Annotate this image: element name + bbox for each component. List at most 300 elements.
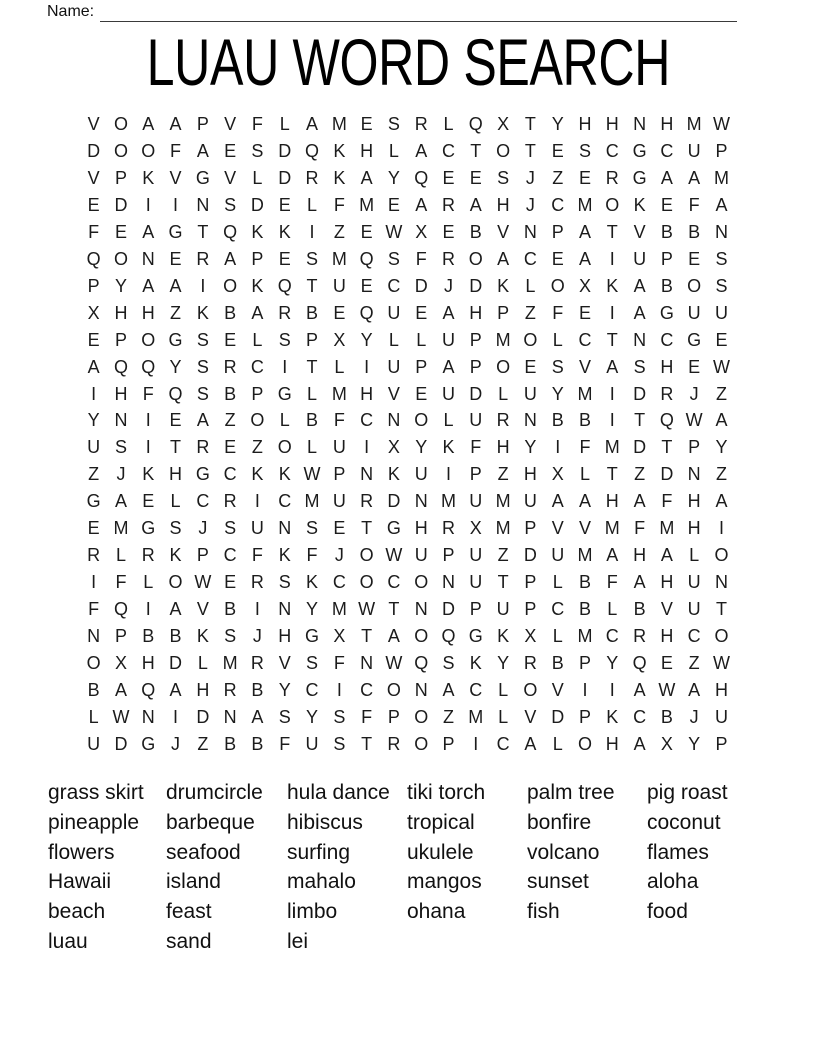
- grid-letter: X: [415, 221, 428, 242]
- grid-letter: A: [633, 491, 646, 512]
- grid-letter: U: [714, 302, 728, 323]
- grid-letter: X: [333, 626, 346, 647]
- grid-letter: S: [224, 518, 237, 539]
- grid-letter: S: [633, 356, 646, 377]
- grid-letter: A: [142, 113, 155, 134]
- grid-letter: A: [306, 113, 319, 134]
- grid-row: [80, 596, 736, 623]
- grid-letter: H: [605, 113, 619, 134]
- grid-letter: I: [555, 437, 561, 458]
- grid-letter: A: [633, 302, 646, 323]
- grid-letter: I: [254, 599, 260, 620]
- grid-letter: L: [552, 626, 563, 647]
- grid-letter: Z: [715, 383, 727, 404]
- grid-letter: C: [223, 545, 237, 566]
- grid-letter: E: [688, 356, 701, 377]
- grid-letter: M: [659, 518, 675, 539]
- grid-letter: Q: [141, 356, 156, 377]
- grid-letter: C: [469, 679, 483, 700]
- grid-letter: S: [278, 572, 291, 593]
- grid-letter: K: [278, 221, 291, 242]
- grid-letter: G: [386, 518, 401, 539]
- grid-letter: U: [714, 706, 728, 727]
- grid-row: [80, 704, 736, 731]
- grid-row: [80, 300, 736, 327]
- grid-letter: Z: [197, 733, 209, 754]
- grid-letter: R: [223, 679, 237, 700]
- grid-letter: M: [331, 599, 347, 620]
- grid-letter: Q: [441, 626, 456, 647]
- grid-letter: B: [551, 653, 564, 674]
- grid-letter: R: [605, 167, 619, 188]
- grid-letter: K: [251, 464, 264, 485]
- grid-letter: Y: [87, 410, 100, 431]
- grid-letter: N: [360, 653, 374, 674]
- word-item: drumcircle: [166, 781, 263, 804]
- grid-letter: B: [306, 410, 319, 431]
- word-item: lei: [287, 929, 309, 953]
- grid-letter: H: [141, 653, 155, 674]
- grid-letter: O: [414, 706, 429, 727]
- grid-row: [80, 623, 736, 650]
- grid-letter: E: [660, 194, 673, 215]
- grid-letter: O: [496, 140, 511, 161]
- grid-letter: D: [442, 599, 455, 620]
- grid-letter: T: [388, 599, 400, 620]
- grid-letter: F: [688, 194, 700, 215]
- word-item: island: [166, 870, 221, 894]
- grid-letter: R: [442, 248, 455, 269]
- grid-letter: P: [251, 383, 264, 404]
- grid-letter: P: [551, 221, 564, 242]
- grid-letter: E: [333, 302, 346, 323]
- grid-letter: G: [659, 302, 674, 323]
- grid-letter: F: [88, 221, 100, 242]
- grid-letter: A: [633, 275, 646, 296]
- grid-letter: W: [385, 221, 403, 242]
- grid-letter: M: [577, 545, 593, 566]
- grid-letter: L: [552, 733, 563, 754]
- grid-letter: I: [91, 383, 97, 404]
- grid-letter: A: [633, 733, 646, 754]
- grid-letter: T: [606, 464, 618, 485]
- grid-letter: H: [469, 302, 483, 323]
- grid-letter: S: [578, 140, 591, 161]
- grid-letter: M: [113, 518, 129, 539]
- grid-letter: L: [607, 599, 618, 620]
- grid-letter: C: [223, 464, 237, 485]
- word-column: [647, 778, 728, 927]
- grid-letter: R: [196, 437, 210, 458]
- grid-letter: B: [660, 706, 673, 727]
- grid-letter: M: [441, 491, 456, 512]
- grid-letter: O: [523, 679, 538, 700]
- grid-letter: A: [387, 626, 400, 647]
- grid-letter: S: [196, 356, 209, 377]
- grid-letter: R: [223, 491, 237, 512]
- grid-letter: X: [387, 437, 400, 458]
- grid-letter: G: [305, 626, 320, 647]
- grid-letter: O: [414, 626, 429, 647]
- grid-letter: B: [224, 383, 237, 404]
- grid-letter: R: [523, 653, 537, 674]
- grid-letter: L: [689, 545, 700, 566]
- grid-letter: Y: [688, 733, 701, 754]
- grid-letter: Z: [443, 706, 454, 727]
- grid-letter: A: [415, 140, 428, 161]
- grid-letter: H: [496, 437, 510, 458]
- grid-letter: Y: [387, 167, 400, 188]
- grid-letter: Q: [113, 599, 128, 620]
- grid-letter: B: [142, 626, 155, 647]
- grid-letter: S: [196, 383, 209, 404]
- grid-letter: N: [714, 572, 728, 593]
- grid-letter: A: [169, 679, 182, 700]
- grid-letter: K: [469, 653, 482, 674]
- grid-letter: W: [712, 653, 730, 674]
- grid-letter: B: [578, 410, 591, 431]
- grid-letter: H: [578, 113, 592, 134]
- word-item: hula dance: [287, 781, 390, 804]
- grid-letter: H: [660, 113, 674, 134]
- grid-letter: O: [141, 329, 156, 350]
- grid-letter: H: [687, 491, 701, 512]
- word-item: food: [647, 900, 688, 924]
- grid-letter: A: [87, 356, 100, 377]
- grid-letter: P: [524, 572, 537, 593]
- word-column: [166, 778, 263, 957]
- grid-row: [80, 650, 736, 677]
- grid-letter: Y: [169, 356, 182, 377]
- grid-letter: A: [715, 410, 728, 431]
- word-item: tropical: [407, 810, 475, 834]
- grid-letter: H: [660, 572, 674, 593]
- grid-letter: A: [606, 545, 619, 566]
- grid-letter: G: [632, 167, 647, 188]
- grid-letter: P: [114, 626, 127, 647]
- grid-letter: W: [385, 545, 403, 566]
- grid-letter: I: [364, 437, 370, 458]
- grid-letter: Y: [360, 329, 373, 350]
- grid-letter: N: [196, 194, 210, 215]
- grid-letter: O: [468, 248, 483, 269]
- grid-letter: O: [414, 733, 429, 754]
- grid-letter: Q: [141, 679, 156, 700]
- grid-letter: C: [660, 140, 674, 161]
- grid-letter: E: [387, 194, 400, 215]
- grid-letter: F: [415, 248, 427, 269]
- grid-letter: L: [443, 410, 454, 431]
- grid-letter: Q: [359, 302, 374, 323]
- grid-row: [80, 407, 736, 434]
- title-wrap: [0, 25, 816, 99]
- grid-letter: T: [306, 275, 318, 296]
- grid-letter: T: [197, 221, 209, 242]
- grid-letter: H: [660, 356, 674, 377]
- word-item: fish: [527, 900, 560, 924]
- grid-letter: J: [689, 706, 699, 727]
- grid-letter: Z: [524, 302, 536, 323]
- grid-letter: I: [254, 491, 260, 512]
- grid-row: [80, 434, 736, 461]
- grid-letter: A: [660, 545, 673, 566]
- grid-row: [80, 165, 736, 192]
- grid-letter: R: [496, 410, 510, 431]
- grid-letter: P: [196, 545, 209, 566]
- grid-letter: L: [307, 437, 318, 458]
- grid-letter: A: [360, 167, 373, 188]
- grid-letter: C: [387, 572, 401, 593]
- grid-letter: Z: [497, 464, 509, 485]
- grid-letter: Q: [305, 140, 320, 161]
- grid-letter: V: [387, 383, 400, 404]
- grid-letter: S: [387, 248, 400, 269]
- grid-row: [80, 677, 736, 704]
- grid-letter: F: [279, 733, 291, 754]
- word-column: [48, 778, 144, 957]
- grid-letter: P: [387, 706, 400, 727]
- grid-letter: C: [523, 248, 537, 269]
- grid-letter: J: [525, 167, 535, 188]
- grid-letter: I: [173, 194, 179, 215]
- grid-letter: J: [525, 194, 535, 215]
- grid-letter: N: [523, 410, 537, 431]
- grid-letter: I: [91, 572, 97, 593]
- grid-letter: E: [278, 194, 291, 215]
- grid-letter: N: [278, 518, 292, 539]
- grid-letter: A: [169, 275, 182, 296]
- grid-letter: Q: [277, 275, 292, 296]
- grid-letter: V: [660, 599, 673, 620]
- grid-letter: S: [387, 113, 400, 134]
- grid-letter: L: [525, 275, 536, 296]
- grid-letter: M: [331, 248, 347, 269]
- grid-letter: G: [195, 464, 210, 485]
- grid-letter: A: [251, 706, 264, 727]
- grid-letter: I: [718, 518, 724, 539]
- grid-letter: F: [579, 437, 591, 458]
- grid-letter: G: [632, 140, 647, 161]
- grid-letter: S: [333, 706, 346, 727]
- grid-letter: E: [551, 248, 564, 269]
- grid-letter: I: [364, 356, 370, 377]
- word-item: pig roast: [647, 781, 728, 804]
- grid-letter: I: [145, 194, 151, 215]
- grid-letter: H: [360, 383, 374, 404]
- grid-letter: T: [470, 140, 482, 161]
- grid-letter: U: [332, 491, 346, 512]
- grid-letter: B: [578, 599, 591, 620]
- grid-letter: L: [443, 113, 454, 134]
- grid-letter: X: [551, 464, 564, 485]
- grid-letter: C: [578, 329, 592, 350]
- grid-letter: V: [224, 167, 237, 188]
- grid-letter: F: [251, 545, 263, 566]
- grid-letter: F: [333, 194, 345, 215]
- word-item: Hawaii: [48, 870, 112, 894]
- grid-letter: V: [633, 221, 646, 242]
- grid-letter: E: [469, 167, 482, 188]
- grid-letter: B: [469, 221, 482, 242]
- grid-letter: E: [551, 140, 564, 161]
- word-list: [0, 778, 816, 978]
- grid-letter: C: [305, 679, 319, 700]
- grid-letter: C: [442, 140, 455, 161]
- grid-letter: A: [169, 599, 182, 620]
- grid-letter: I: [446, 464, 452, 485]
- grid-letter: Y: [114, 275, 127, 296]
- grid-letter: F: [333, 410, 345, 431]
- grid-letter: I: [282, 356, 288, 377]
- grid-letter: B: [688, 221, 701, 242]
- grid-letter: L: [552, 329, 563, 350]
- grid-letter: B: [660, 221, 673, 242]
- grid-letter: P: [114, 329, 127, 350]
- grid-letter: H: [414, 518, 428, 539]
- grid-letter: K: [633, 194, 646, 215]
- grid-letter: U: [469, 410, 483, 431]
- grid-letter: M: [304, 491, 320, 512]
- page-title: LUAU WORD SEARCH: [146, 25, 670, 99]
- grid-letter: O: [223, 275, 238, 296]
- grid-letter: P: [333, 464, 346, 485]
- grid-letter: Q: [113, 356, 128, 377]
- grid-letter: O: [523, 329, 538, 350]
- grid-letter: S: [196, 329, 209, 350]
- grid-letter: L: [88, 706, 99, 727]
- word-column: [407, 778, 485, 927]
- grid-letter: A: [715, 194, 728, 215]
- grid-letter: H: [360, 140, 374, 161]
- grid-letter: U: [87, 437, 101, 458]
- name-label: Name:: [47, 3, 95, 20]
- grid-row: [80, 569, 736, 596]
- grid-letter: N: [114, 410, 128, 431]
- grid-letter: Y: [306, 599, 319, 620]
- grid-letter: R: [387, 733, 401, 754]
- grid-letter: P: [524, 599, 537, 620]
- grid-letter: H: [687, 518, 701, 539]
- word-item: luau: [48, 929, 88, 953]
- grid-letter: T: [170, 437, 182, 458]
- grid-letter: D: [278, 167, 292, 188]
- grid-letter: M: [468, 706, 484, 727]
- grid-letter: X: [497, 113, 510, 134]
- grid-row: [80, 273, 736, 300]
- grid-letter: M: [495, 518, 511, 539]
- grid-letter: O: [605, 194, 620, 215]
- grid-letter: B: [578, 572, 591, 593]
- grid-letter: H: [605, 491, 619, 512]
- grid-letter: C: [278, 491, 292, 512]
- grid-letter: C: [360, 410, 374, 431]
- grid-letter: A: [442, 679, 455, 700]
- grid-letter: S: [251, 140, 264, 161]
- grid-letter: D: [278, 140, 292, 161]
- grid-letter: D: [169, 653, 183, 674]
- grid-letter: A: [415, 194, 428, 215]
- grid-letter: F: [661, 491, 673, 512]
- grid-letter: A: [606, 356, 619, 377]
- grid-letter: U: [332, 437, 346, 458]
- grid-letter: M: [577, 626, 593, 647]
- grid-letter: N: [360, 464, 374, 485]
- grid-letter: U: [523, 383, 537, 404]
- grid-letter: N: [223, 706, 237, 727]
- grid-letter: Z: [715, 464, 727, 485]
- grid-letter: L: [279, 410, 290, 431]
- grid-letter: N: [633, 329, 647, 350]
- grid-letter: P: [469, 329, 482, 350]
- grid-letter: R: [141, 545, 155, 566]
- grid-letter: Q: [168, 383, 183, 404]
- grid-row: [80, 192, 736, 219]
- grid-letter: P: [469, 599, 482, 620]
- grid-letter: F: [170, 140, 182, 161]
- grid-letter: H: [714, 679, 728, 700]
- grid-letter: J: [334, 545, 344, 566]
- grid-letter: K: [333, 167, 346, 188]
- grid-letter: R: [250, 572, 264, 593]
- grid-letter: F: [470, 437, 482, 458]
- grid-letter: A: [142, 275, 155, 296]
- grid-letter: D: [250, 194, 264, 215]
- grid-letter: R: [250, 653, 264, 674]
- grid-letter: T: [606, 221, 618, 242]
- grid-letter: V: [87, 167, 100, 188]
- grid-letter: W: [303, 464, 321, 485]
- grid-letter: X: [333, 329, 346, 350]
- grid-letter: V: [196, 599, 209, 620]
- grid-letter: X: [660, 733, 673, 754]
- grid-letter: C: [496, 733, 510, 754]
- grid-letter: J: [689, 383, 699, 404]
- grid-row: [80, 488, 736, 515]
- word-item: mangos: [407, 870, 482, 894]
- grid-letter: K: [306, 572, 319, 593]
- grid-letter: K: [251, 221, 264, 242]
- grid-letter: S: [551, 356, 564, 377]
- grid-letter: P: [469, 464, 482, 485]
- grid-letter: Q: [414, 653, 429, 674]
- grid-letter: P: [497, 302, 510, 323]
- grid-letter: V: [578, 518, 591, 539]
- word-item: ukulele: [407, 840, 474, 864]
- grid-letter: Q: [414, 167, 429, 188]
- grid-letter: E: [415, 302, 428, 323]
- grid-row: [80, 138, 736, 165]
- grid-letter: Q: [632, 653, 647, 674]
- grid-row: [80, 246, 736, 273]
- grid-letter: S: [333, 733, 346, 754]
- grid-letter: E: [360, 113, 373, 134]
- grid-letter: D: [196, 706, 210, 727]
- grid-letter: B: [224, 599, 237, 620]
- grid-letter: I: [609, 302, 615, 323]
- grid-letter: F: [88, 599, 100, 620]
- grid-letter: O: [113, 113, 128, 134]
- grid-letter: E: [442, 221, 455, 242]
- grid-letter: A: [551, 491, 564, 512]
- grid-letter: Y: [306, 706, 319, 727]
- grid-letter: A: [196, 140, 209, 161]
- grid-letter: K: [251, 275, 264, 296]
- grid-letter: M: [713, 167, 729, 188]
- grid-letter: E: [169, 248, 182, 269]
- grid-letter: W: [112, 706, 130, 727]
- grid-letter: J: [171, 733, 181, 754]
- grid-letter: X: [524, 626, 537, 647]
